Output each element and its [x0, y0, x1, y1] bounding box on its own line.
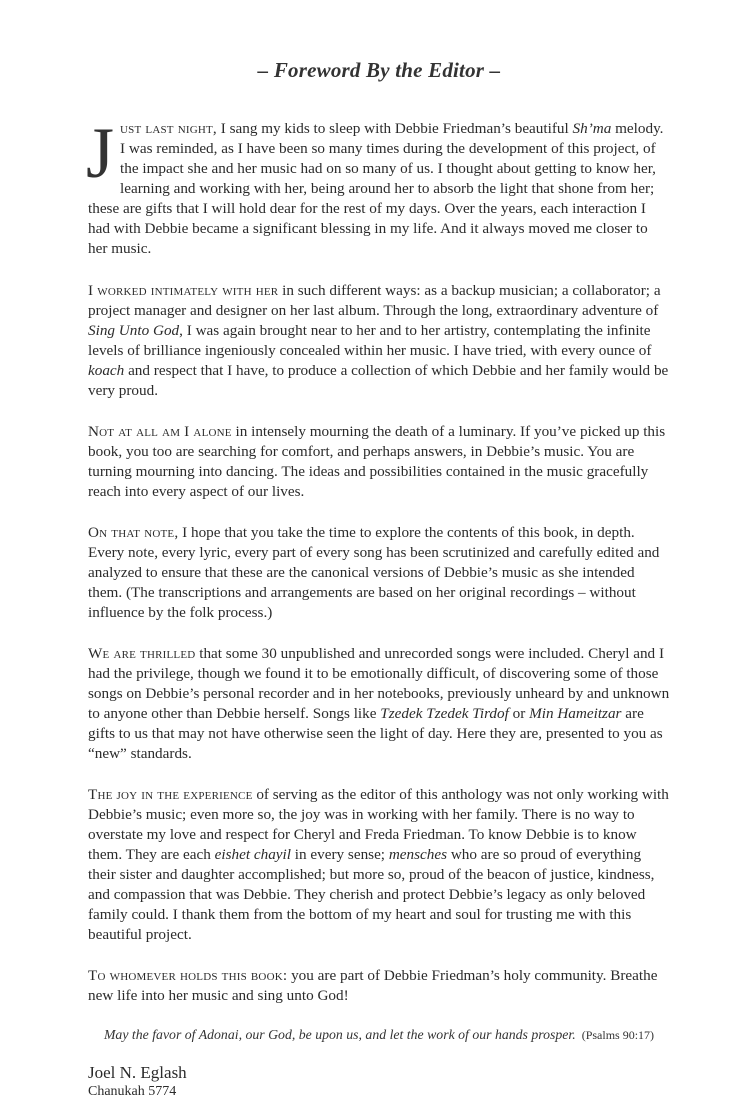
paragraph-6: [88, 785, 670, 945]
page-title: – Foreword By the Editor –: [257, 58, 501, 82]
paragraph-5-text-a: that some 30 unpublished and unrecorded songs were included. Cheryl and I had the privilege, though we found it to be emotionally difficult, of discovering some of those songs on Debbie’s personal recorder and in her notebooks, previously unheard by and unknown to anyone other than Debbie herself. Songs like: [88, 645, 670, 722]
paragraph-6-text-a: of serving as the editor of this anthology was not only working with Debbie’s music; even more so, the joy was in working with her family. There is no way to overstate my love and respect for Cheryl and Freda Friedman. To know Debbie is to know them. They are each: [88, 786, 669, 863]
paragraph-7-text-a: you are part of Debbie Friedman’s holy community. Breathe new life into her music and sing unto God!: [88, 967, 658, 1004]
paragraph-1-lead: ust last night,: [120, 120, 217, 137]
paragraph-3-text-a: in intensely mourning the death of a luminary. If you’ve picked up this book, you too are searching for comfort, and perhaps answers, in Debbie’s music. You are turning mourning into dancing. The ideas and possibilities contained in the music gracefully reach into every aspect of our lives.: [88, 423, 666, 500]
quote-reference: (Psalms 90:17): [581, 1028, 655, 1042]
paragraph-3-lead: Not at all am I alone: [88, 423, 232, 440]
paragraph-2-lead: I worked intimately with her: [88, 282, 279, 299]
paragraph-5: [88, 644, 670, 764]
document-page: [88, 58, 670, 1101]
paragraph-7: [88, 966, 670, 1006]
paragraph-6-italic-b: mensches: [388, 846, 448, 863]
paragraph-2: [88, 281, 670, 401]
paragraph-2-italic-b: koach: [88, 362, 125, 379]
drop-cap: J: [86, 113, 115, 193]
quote-text: May the favor of Adonai, our God, be upon us, and let the work of our hands prosper.: [103, 1027, 576, 1042]
paragraph-2-text-a: in such different ways: as a backup musician; a collaborator; a project manager and designer on her last album. Through the long, extraordinary adventure of: [88, 282, 661, 319]
paragraph-5-lead: We are thrilled: [88, 645, 196, 662]
paragraph-6-text-c: who are so proud of everything their sister and daughter accomplished; but more so, proud of the beacon of justice, kindness, and compassion that was Debbie. They cherish and protect Debbie’s legacy as only beloved family could. I thank them from the bottom of my heart and soul for trusting me with this beautiful project.: [88, 846, 655, 943]
paragraph-7-lead: To whomever holds this book:: [88, 967, 288, 984]
signature-name: Joel N. Eglash: [88, 1063, 187, 1082]
paragraph-5-italic-a: Tzedek Tzedek Tirdof: [380, 705, 509, 722]
paragraph-1: [86, 113, 670, 259]
paragraph-5-text-c: are gifts to us that may not have otherwise seen the light of day. Here they are, presented to you as “new” standards.: [88, 705, 663, 762]
paragraph-5-text-b: or: [508, 705, 530, 722]
paragraph-2-text-b: , I was again brought near to her and to her artistry, contemplating the infinite levels of brilliance ingeniously concealed within her music. I have tried, with every ounce of: [88, 322, 652, 359]
paragraph-2-italic-a: Sing Unto God: [88, 322, 180, 339]
scripture-quote: [88, 1027, 670, 1043]
paragraph-1-italic-a: Sh’ma: [572, 120, 612, 137]
paragraph-4: [88, 523, 670, 623]
paragraph-6-italic-a: eishet chayil: [214, 846, 291, 863]
paragraph-4-text-a: I hope that you take the time to explore the contents of this book, in depth. Every note, every lyric, every part of every song has been scrutinized and carefully edited and analyzed to ensure that these are the canonical versions of Debbie’s music as she intended them. (The transcriptions and arrangements are based on her original recordings – without influence by the folk process.): [88, 524, 660, 621]
signature-date: Chanukah 5774: [88, 1084, 177, 1099]
paragraph-1-text-b: melody. I was reminded, as I have been so many times during the development of this project, of the impact she and her music had on so many of us. I thought about getting to know her, learning and working with her, being around her to absorb the light that shone from her; these are gifts that I will hold dear for the rest of my days. Over the years, each interaction I had with Debbie became a significant blessing in my life. And it always moved me closer to her music.: [88, 120, 664, 257]
paragraph-6-text-b: in every sense;: [290, 846, 389, 863]
paragraph-5-italic-b: Min Hameitzar: [529, 705, 622, 722]
paragraph-3: [88, 422, 670, 502]
paragraph-4-lead: On that note,: [88, 524, 179, 541]
paragraph-6-lead: The joy in the experience: [88, 786, 253, 803]
paragraph-1-text-a: I sang my kids to sleep with Debbie Friedman’s beautiful: [216, 120, 573, 137]
paragraph-2-text-c: and respect that I have, to produce a collection of which Debbie and her family would be very proud.: [88, 362, 669, 399]
